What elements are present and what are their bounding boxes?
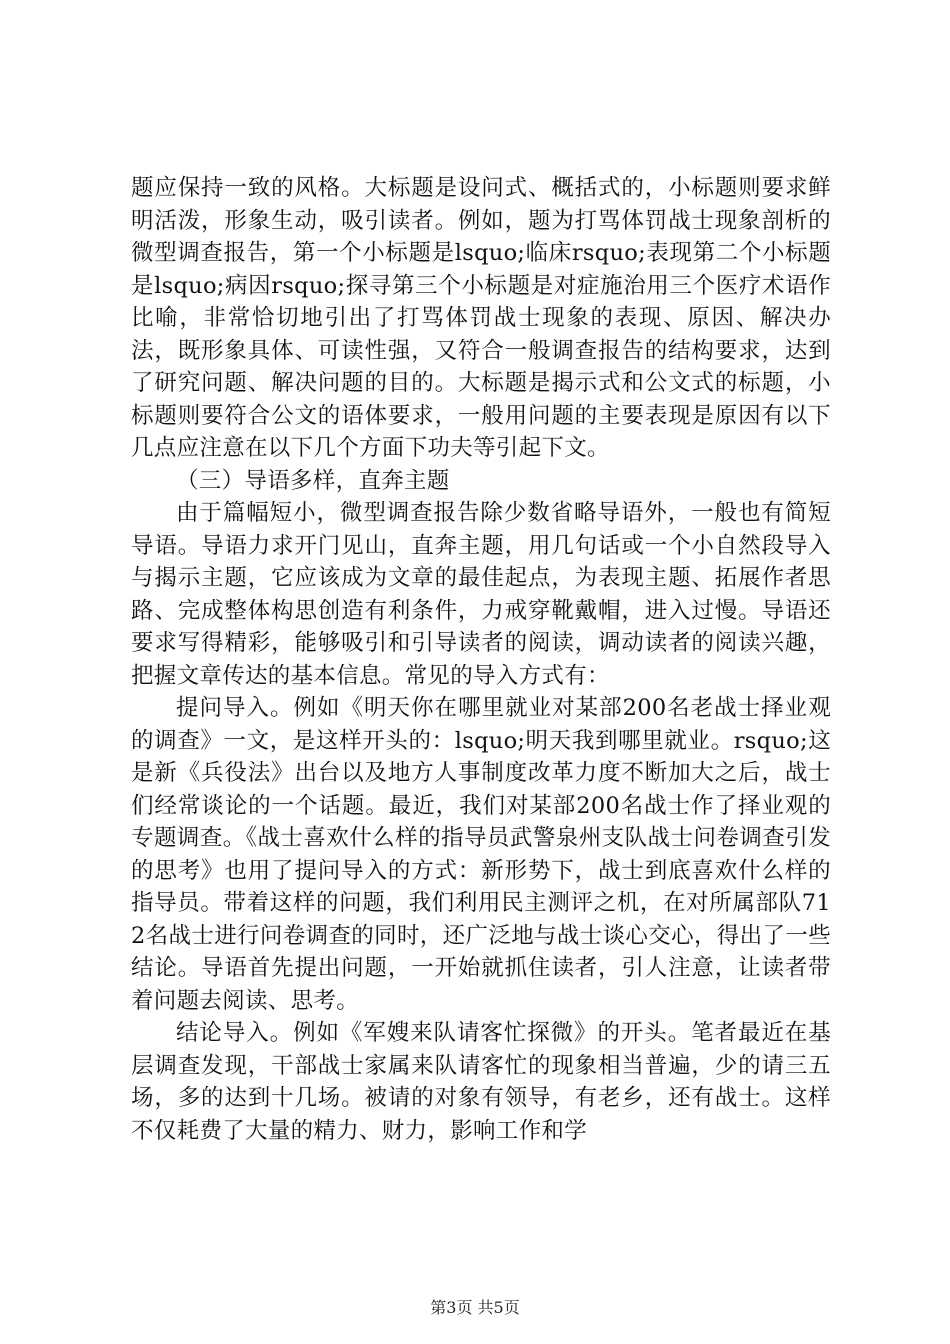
paragraph-question-lead: 提问导入。例如《明天你在哪里就业对某部200名老战士择业观的调查》一文，是这样开头的：lsquo;明天我到哪里就业。rsquo;这是新《兵役法》出台以及地方人事制度改革力度不断加大之后，战士们经常谈论的一个话题。最近，我们对某部200名战士作了择业观的专题调查。《战士喜欢什么样的指导员武警泉州支队战士问卷调查引发的思考》也用了提问导入的方式：新形势下，战士到底喜欢什么样的指导员。带着这样的问题，我们利用民主测评之机，在对所属部队712名战士进行问卷调查的同时，还广泛地与战士谈心交心，得出了一些结论。导语首先提出问题，一开始就抓住读者，引人注意，让读者带着问题去阅读、思考。 <box>131 695 831 1014</box>
section-heading: （三）导语多样，直奔主题 <box>176 467 450 494</box>
document-body <box>131 172 831 1147</box>
paragraph-conclusion-lead: 结论导入。例如《军嫂来队请客忙探微》的开头。笔者最近在基层调查发现，干部战士家属来队请客忙的现象相当普遍，少的请三五场，多的达到十几场。被请的对象有领导，有老乡，还有战士。这样不仅耗费了大量的精力、财力，影响工作和学 <box>131 1020 831 1144</box>
paragraph-continuation: 题应保持一致的风格。大标题是设问式、概括式的，小标题则要求鲜明活泼，形象生动，吸引读者。例如，题为打骂体罚战士现象剖析的微型调查报告，第一个小标题是lsquo;临床rsquo;表现第二个小标题是lsquo;病因rsquo;探寻第三个小标题是对症施治用三个医疗术语作比喻，非常恰切地引出了打骂体罚战士现象的表现、原因、解决办法，既形象具体、可读性强，又符合一般调查报告的结构要求，达到了研究问题、解决问题的目的。大标题是揭示式和公文式的标题，小标题则要符合公文的语体要求，一般用问题的主要表现是原因有以下几点应注意在以下几个方面下功夫等引起下文。 <box>131 175 831 461</box>
paragraph-introduction: 由于篇幅短小，微型调查报告除少数省略导语外，一般也有简短导语。导语力求开门见山，直奔主题，用几句话或一个小自然段导入与揭示主题，它应该成为文章的最佳起点，为表现主题、拓展作者思路、完成整体构思创造有利条件，力戒穿靴戴帽，进入过慢。导语还要求写得精彩，能够吸引和引导读者的阅读，调动读者的阅读兴趣，把握文章传达的基本信息。常见的导入方式有： <box>131 500 831 689</box>
page-number-footer: 第3页 共5页 <box>430 1298 520 1317</box>
